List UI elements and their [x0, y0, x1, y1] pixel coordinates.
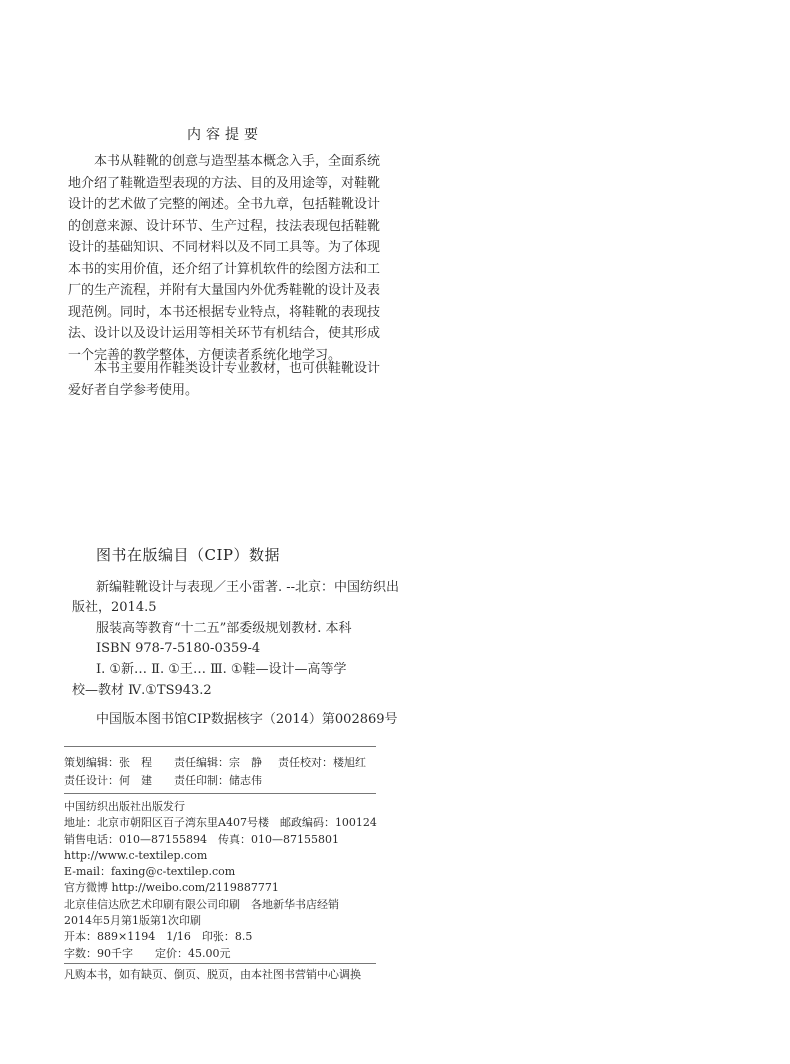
cip-heading: 图书在版编目（CIP）数据 — [96, 546, 280, 564]
cip-line-6: 校—教材 Ⅳ.①TS943.2 — [72, 683, 212, 698]
publisher-phones: 销售电话：010—87155894 传真：010—87155801 — [64, 832, 339, 846]
summary-paragraph-1: 本书从鞋靴的创意与造型基本概念入手，全面系统地介绍了鞋靴造型表现的方法、目的及用途等，对鞋靴设计的艺术做了完整的阐述。全书九章，包括鞋靴设计的创意来源、设计环节、生产过程，技法表现包括鞋靴设计的基础知识、不同材料以及不同工具等。为了体现本书的实用价值，还介绍了计算机软件的绘图方法和工厂的生产流程，并附有大量国内外优秀鞋靴的设计及表现范例。同时，本书还根据专业特点，将鞋靴的表现技法、设计以及设计运用等相关环节有机结合，使其形成一个完善的教学整体，方便读者系统化地学习。 — [68, 154, 381, 363]
credits-row-2 — [64, 773, 262, 789]
publisher-name: 中国纺织出版社出版发行 — [64, 800, 185, 813]
cip-line-5: Ⅰ. ①新… Ⅱ. ①王… Ⅲ. ①鞋—设计—高等学 — [96, 662, 347, 677]
responsible-printing: 责任印制：储志伟 — [174, 774, 262, 787]
price-info: 字数：90千字 定价：45.00元 — [64, 946, 231, 960]
responsible-design: 责任设计：何 建 — [64, 774, 152, 787]
cip-line-4: ISBN 978-7-5180-0359-4 — [96, 641, 261, 656]
cip-line-1: 新编鞋靴设计与表现／王小雷著. --北京：中国纺织出 — [96, 580, 400, 595]
summary-paragraph-2: 本书主要用作鞋类设计专业教材，也可供鞋靴设计爱好者自学参考使用。 — [68, 361, 381, 398]
format-info: 开本：889×1194 1/16 印张：8.5 — [64, 930, 253, 944]
divider-top — [64, 746, 376, 747]
credits-row-1 — [64, 755, 366, 771]
divider-bottom — [64, 963, 376, 964]
publisher-email: E-mail：faxing@c-textilep.com — [64, 865, 236, 879]
divider-middle — [64, 793, 376, 794]
publisher-address: 地址：北京市朝阳区百子湾东里A407号楼 邮政编码：100124 — [64, 816, 377, 830]
publisher-block — [64, 799, 377, 962]
cip-core-number: 中国版本图书馆CIP数据核字（2014）第002869号 — [96, 712, 398, 727]
printer-info: 北京佳信达欣艺术印刷有限公司印刷 各地新华书店经销 — [64, 897, 339, 911]
proofreader: 责任校对：楼旭红 — [278, 756, 366, 769]
cip-line-2: 版社，2014.5 — [72, 600, 157, 615]
cip-line-3: 服装高等教育“十二五”部委级规划教材. 本科 — [96, 621, 352, 636]
replacement-notice: 凡购本书，如有缺页、倒页、脱页，由本社图书营销中心调换 — [64, 968, 361, 981]
summary-title: 内容提要 — [187, 127, 263, 143]
planning-editor: 策划编辑：张 程 — [64, 756, 152, 769]
publisher-weibo: 官方微博 http://weibo.com/2119887771 — [64, 881, 279, 895]
responsible-editor: 责任编辑：宗 静 — [174, 756, 262, 769]
edition-info: 2014年5月第1版第1次印刷 — [64, 914, 201, 928]
publisher-website: http://www.c-textilep.com — [64, 848, 208, 862]
